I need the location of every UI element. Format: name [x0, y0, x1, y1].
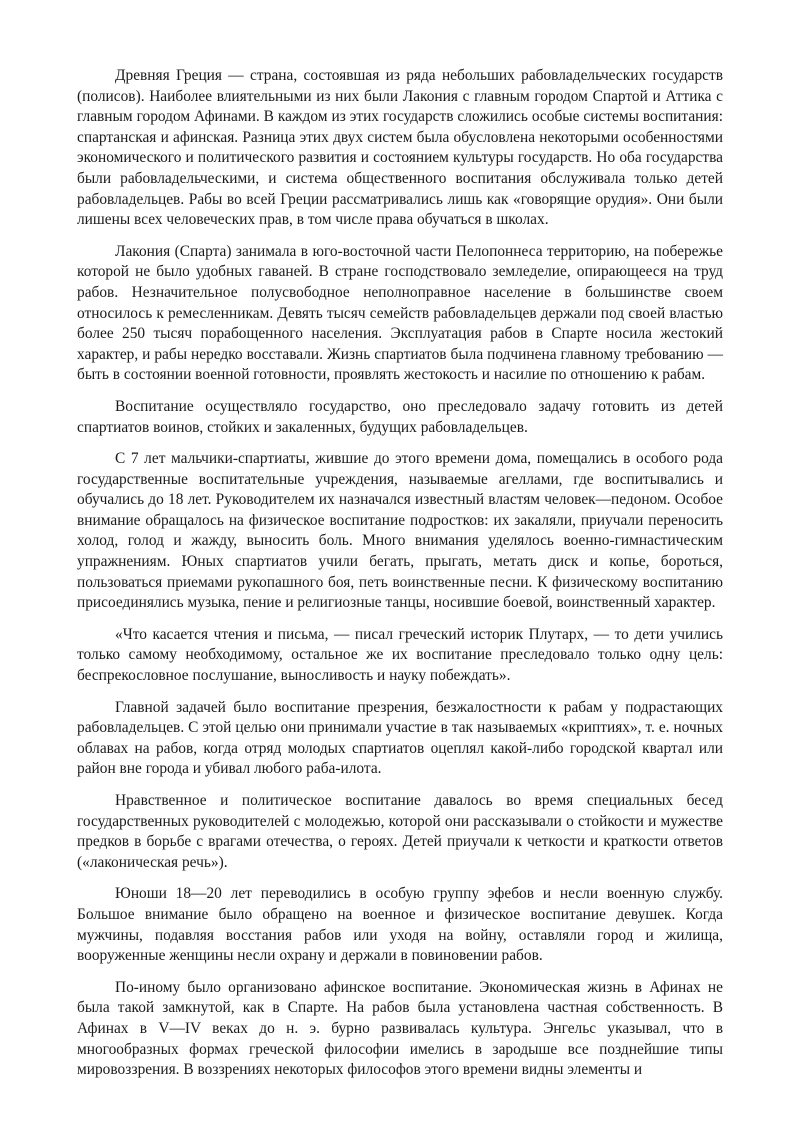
paragraph-plutarch-quote: «Что касается чтения и письма, — писал греческий историк Плутарх, — то дети учились только самому необходимому, остальное же их воспитание преследовало только одну цель: беспрекословное послушание, выносливость и науку побеждать». [77, 625, 723, 685]
document-page [77, 66, 723, 1092]
paragraph-greece-intro: Древняя Греция — страна, состоявшая из ряда небольших рабовладельческих государств (полисов). Наиболее влиятельными из них были Лакония с главным городом Спартой и Аттика с главным городом Афинами. В каждом из этих государств сложились особые системы воспитания: спартанская и афинская. Разница этих двух систем была обусловлена некоторыми особенностями экономического и политического развития и состоянием культуры государств. Но оба государства были рабовладельческими, и система общественного воспитания обслуживала только детей рабовладельцев. Рабы во всей Греции рассматривались лишь как «говорящие орудия». Они были лишены всех человеческих прав, в том числе права обучаться в школах. [77, 67, 723, 229]
paragraph-laconia: Лакония (Спарта) занимала в юго-восточной части Пелопоннеса территорию, на побережье которой не было удобных гаваней. В стране господствовало земледелие, опирающееся на труд рабов. Незначительное полусвободное неполноправное население в большинстве своем относилось к ремесленникам. Девять тысяч семейств рабовладельцев держали под своей властью более 250 тысяч порабощенного населения. Эксплуатация рабов в Спарте носила жестокий характер, и рабы нередко восставали. Жизнь спартиатов была подчинена главному требованию — быть в состоянии военной готовности, проявлять жестокость и насилие по отношению к рабам. [77, 242, 723, 384]
paragraph-athenian-education: По-иному было организовано афинское воспитание. Экономическая жизнь в Афинах не была такой замкнутой, как в Спарте. На рабов была установлена частная собственность. В Афинах в V—IV веках до н. э. бурно развивалась культура. Энгельс указывал, что в многообразных формах греческой философии имелись в зародыше все позднейшие типы мировоззрения. В воззрениях некоторых философов этого времени видны элементы и [77, 978, 723, 1079]
paragraph-spartan-boys: С 7 лет мальчики-спартиаты, жившие до этого времени дома, помещались в особого рода государственные воспитательные учреждения, называемые агеллами, где воспитывались и обучались до 18 лет. Руководителем их назначался известный властям человек—педоном. Особое внимание обращалось на физическое воспитание подростков: их закаляли, приучали переносить холод, голод и жажду, выносить боль. Много внимания уделялось военно-гимнастическим упражнениям. Юных спартиатов учили бегать, прыгать, метать диск и копье, бороться, пользоваться приемами рукопашного боя, петь воинственные песни. К физическому воспитанию присоединялись музыка, пение и религиозные танцы, носившие боевой, воинственный характер. [77, 450, 723, 612]
paragraph-krypteia: Главной задачей было воспитание презрения, безжалостности к рабам у подрастающих рабовладельцев. С этой целью они принимали участие в так называемых «криптиях», т. е. ночных облавах на рабов, когда отряд молодых спартиатов оцеплял какой-либо городской квартал или район вне города и убивал любого раба-илота. [77, 698, 723, 778]
paragraph-moral-education: Нравственное и политическое воспитание давалось во время специальных бесед государственных руководителей с молодежью, которой они рассказывали о стойкости и мужестве предков в борьбе с врагами отечества, о героях. Детей приучали к четкости и краткости ответов («лаконическая речь»). [77, 792, 723, 871]
paragraph-state-education: Воспитание осуществляло государство, оно преследовало задачу готовить из детей спартиатов воинов, стойких и закаленных, будущих рабовладельцев. [77, 397, 723, 436]
paragraph-ephebes: Юноши 18—20 лет переводились в особую группу эфебов и несли военную службу. Большое внимание было обращено на военное и физическое воспитание девушек. Когда мужчины, подавляя восстания рабов или уходя на войну, оставляли город и жилища, вооруженные женщины несли охрану и держали в повиновении рабов. [77, 885, 723, 965]
